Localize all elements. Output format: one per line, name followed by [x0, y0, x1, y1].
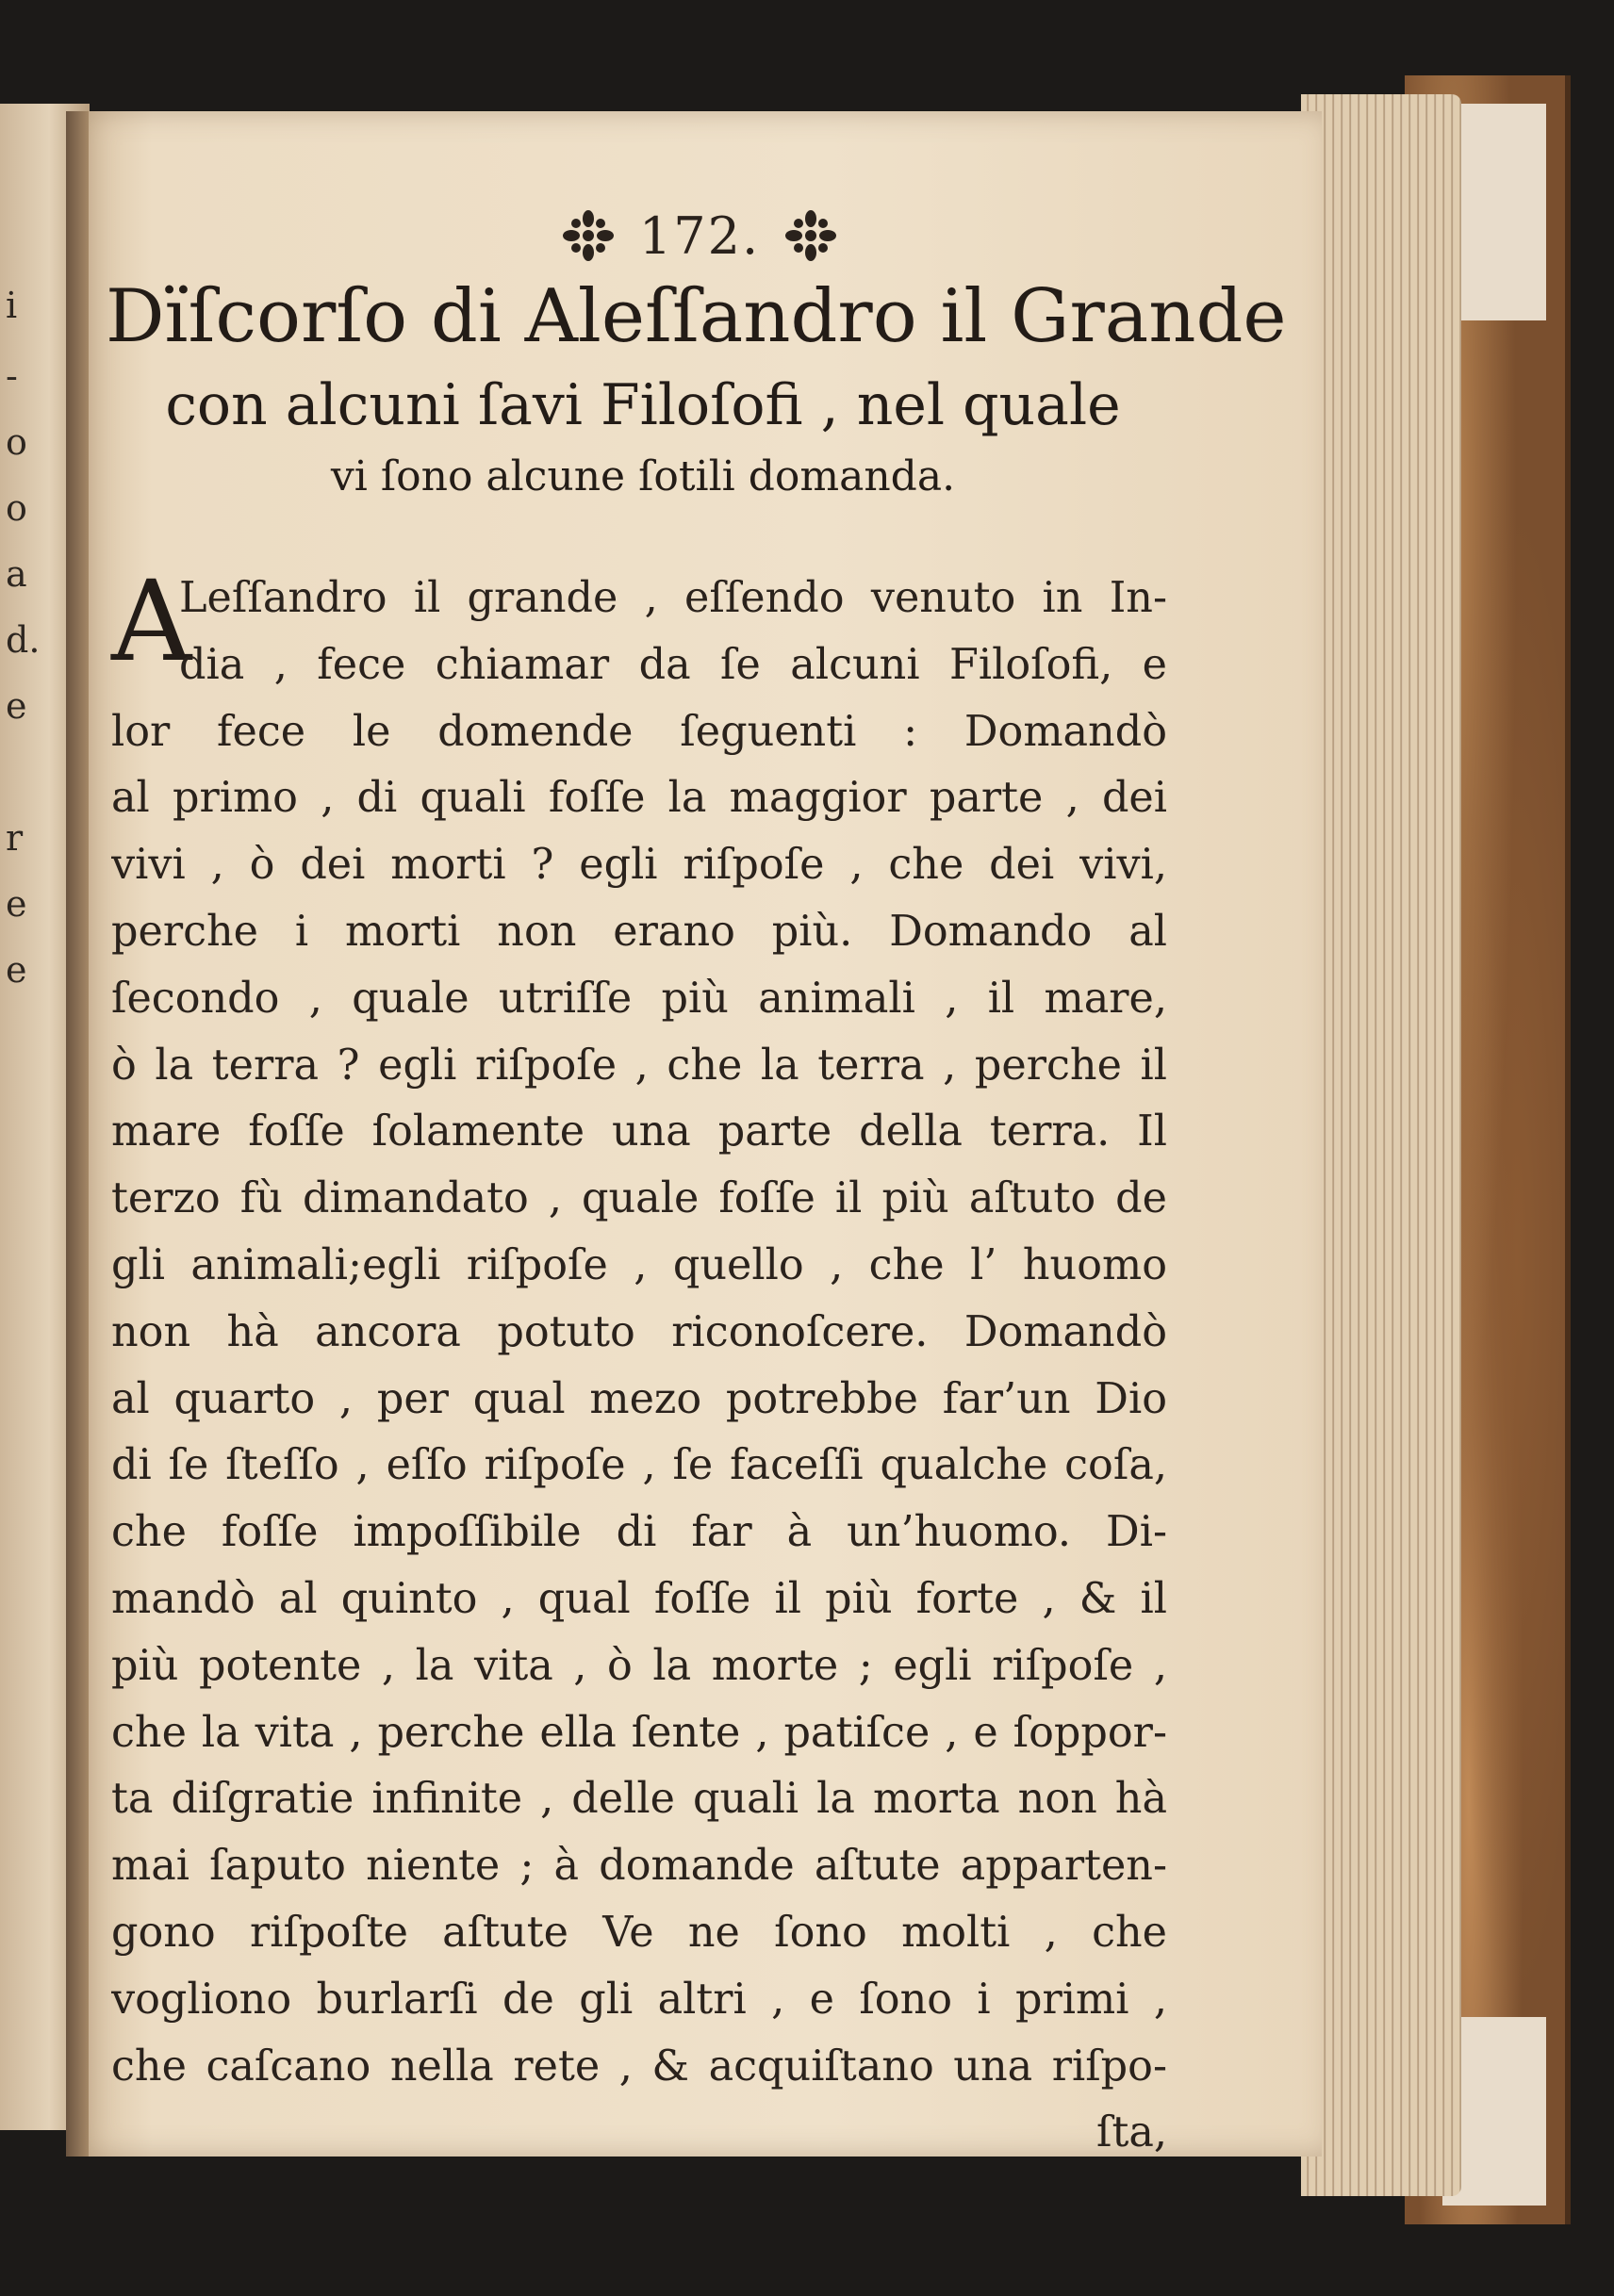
text-line: che caſcano nella rete , & acquiſtano una riſpo- — [111, 2042, 1167, 2091]
left-page-fragment: o — [6, 421, 27, 463]
left-page-fragment: e — [6, 949, 27, 991]
page-number: 172. — [638, 205, 761, 266]
floral-ornament-icon — [562, 209, 615, 262]
left-page-fragment: r — [6, 817, 24, 859]
floral-ornament-icon — [784, 209, 837, 262]
text-line: più potente , la vita , ò la morte ; egli riſpoſe , — [111, 1641, 1167, 1690]
text-line: mai ſaputo niente ; à domande aſtute apparten- — [111, 1842, 1167, 1891]
text-line: vivi , ò dei morti ? egli riſpoſe , che dei vivi, — [111, 841, 1167, 890]
text-line: di ſe ſteſſo , eſſo riſpoſe , ſe faceſſi qualche coſa, — [111, 1441, 1167, 1490]
text-line: ſecondo , quale utriſſe più animali , il mare, — [111, 974, 1167, 1023]
left-page-fragment: o — [6, 487, 27, 529]
left-page-fragment: a — [6, 553, 27, 595]
text-line: non hà ancora potuto riconoſcere. Domandò — [111, 1307, 1167, 1356]
left-page-fragment: e — [6, 883, 27, 925]
body-text — [111, 556, 1167, 2167]
text-line: gli animali;egli riſpoſe , quello , che l’ huomo — [111, 1240, 1167, 1289]
text-line: al primo , di quali foſſe la maggior parte , dei — [111, 774, 1167, 823]
chapter-subtitle: vi ſono alcune ſotili domanda. — [330, 452, 956, 500]
text-line: dia , fece chiamar da ſe alcuni Filoſofi, e — [179, 640, 1167, 689]
text-line: Leſſandro il grande , eſſendo venuto in In- — [179, 574, 1167, 622]
text-line: ò la terra ? egli riſpoſe , che la terra , perche il — [111, 1041, 1167, 1090]
chapter-subtitle: con alcuni ſavi Filoſofi , nel quale — [165, 372, 1121, 438]
chapter-title: Dïſcorſo di Aleſſandro il Grande — [106, 274, 1287, 359]
left-page-fragment: d. — [6, 619, 41, 661]
page-stack-edges — [1301, 94, 1461, 2196]
text-line: perche i morti non erano più. Domando al — [111, 907, 1167, 956]
left-page-fragment: - — [6, 355, 18, 397]
text-line: vogliono burlarſi de gli altri , e ſono i primi , — [111, 1975, 1167, 2024]
text-line: che la vita , perche ella ſente , patiſce , e ſoppor- — [111, 1708, 1167, 1757]
text-line: al quarto , per qual mezo potrebbe far’un Dio — [111, 1374, 1167, 1423]
left-page-fragment: i — [6, 285, 18, 326]
catchword: ſta, — [1095, 2108, 1167, 2157]
left-page-fragment: e — [6, 685, 27, 727]
page-header — [77, 198, 1322, 273]
drop-cap: A — [111, 556, 192, 686]
text-line: ta diſgratie infinite , delle quali la morta non hà — [111, 1775, 1167, 1824]
text-line: lor fece le domende ſeguenti : Domandò — [111, 707, 1167, 756]
text-line: mare foſſe ſolamente una parte della terra. Il — [111, 1107, 1167, 1156]
book-gutter — [66, 111, 89, 2157]
text-line: che foſſe impoſſibile di far à un’huomo. Di- — [111, 1508, 1167, 1557]
text-line: terzo fù dimandato , quale foſſe il più aſtuto de — [111, 1174, 1167, 1223]
text-line: gono riſpoſte aſtute Ve ne ſono molti , che — [111, 1908, 1167, 1957]
text-line: mandò al quinto , qual foſſe il più forte , & il — [111, 1574, 1167, 1623]
